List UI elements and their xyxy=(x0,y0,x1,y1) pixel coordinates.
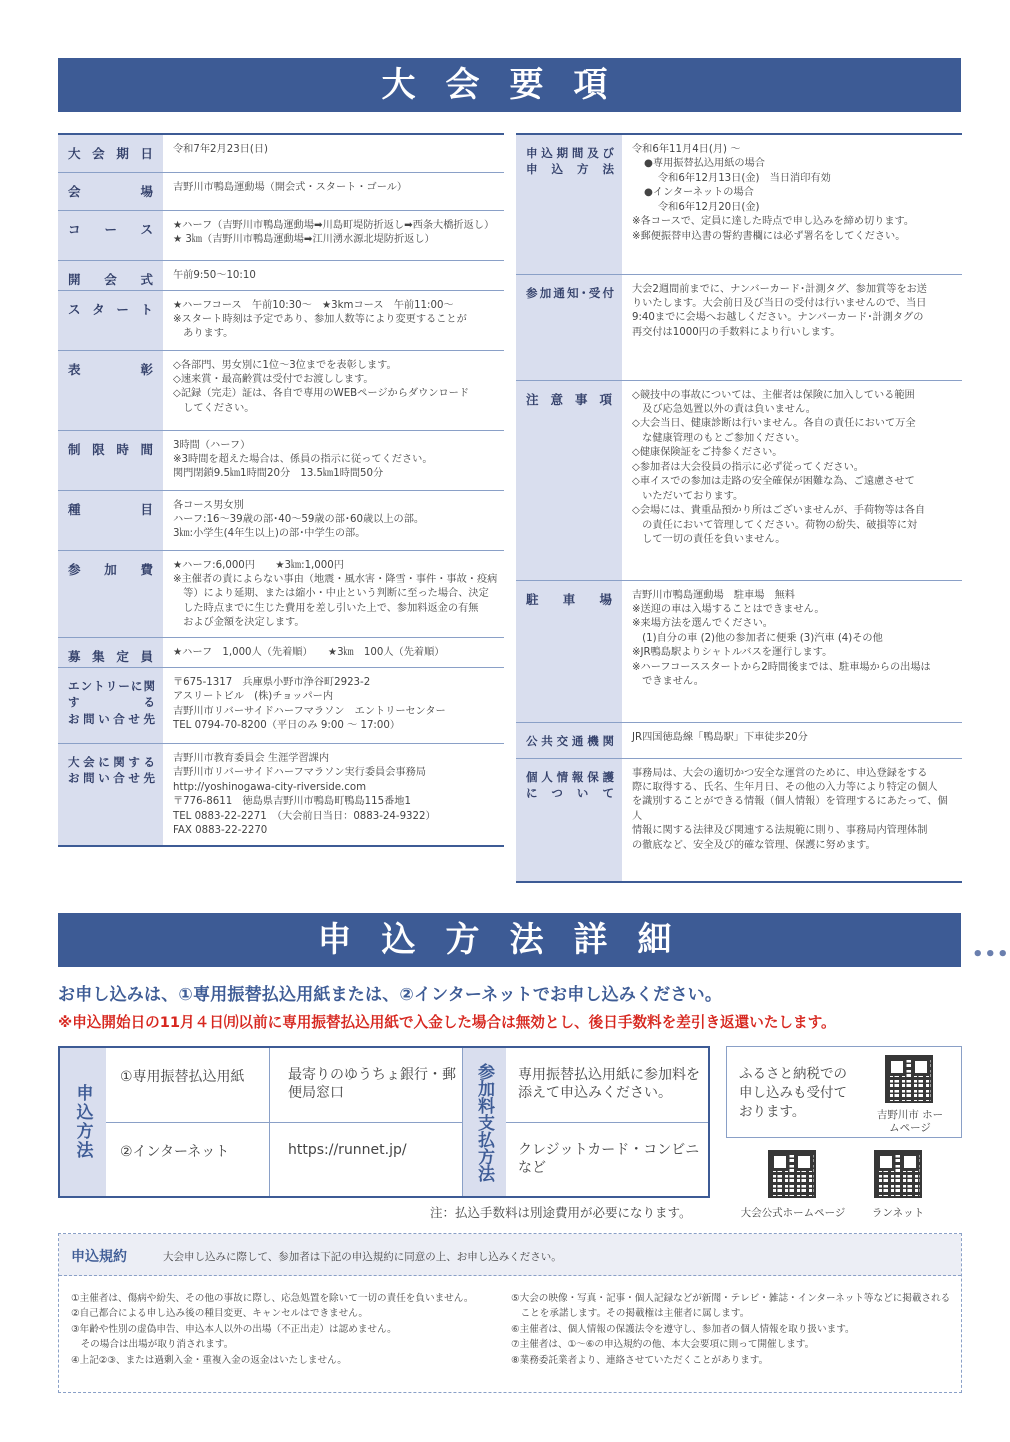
guideline-value xyxy=(163,210,504,260)
method-internet-name: ②インターネット xyxy=(106,1123,270,1197)
guideline-right-label: 個人情報保護 について xyxy=(516,758,622,882)
text-line: ●専用振替払込用紙の場合 xyxy=(644,158,765,170)
guideline-value xyxy=(163,134,504,172)
text-line: ※スタート時刻は予定であり、参加人数等により変更することが xyxy=(173,313,467,325)
qr-caption-official: 大会公式ホームページ xyxy=(740,1207,846,1219)
guideline-row xyxy=(58,490,504,550)
payment-internet: クレジットカード・コンビニなど xyxy=(518,1141,700,1176)
guideline-value xyxy=(163,490,504,550)
guideline-right-value xyxy=(622,380,962,580)
guideline-right-value xyxy=(622,134,962,274)
guideline-row xyxy=(58,172,504,210)
text-line: してください。 xyxy=(173,402,255,414)
guideline-right-label: 注意事項 xyxy=(516,380,622,580)
text-line: ◇速来賞・最高齢賞は受付でお渡しします。 xyxy=(173,373,374,385)
guideline-label: 種目 xyxy=(58,490,163,550)
section-banner-guidelines: 大会要項 xyxy=(58,58,961,112)
text-line: 再交付は1000円の手数料により行いします。 xyxy=(632,326,841,338)
text-line: TEL 0883-22-2271 （大会前日当日：0883-24-9322） xyxy=(173,810,436,822)
text-line: ◇各部門、男女別に1位～3位までを表彰します。 xyxy=(173,359,397,371)
guideline-value xyxy=(163,550,504,637)
guideline-label: 開会式 xyxy=(58,260,163,290)
text-line: FAX 0883-22-2270 xyxy=(173,825,268,837)
text-line: ※ハーフコーススタートから2時間後までは、駐車場からの出場は xyxy=(632,661,931,673)
text-line: 9:40までに会場へお越しください。ナンバーカード･計測タグの xyxy=(632,312,924,324)
text-line: いただいております。 xyxy=(632,490,744,502)
guideline-right-value xyxy=(622,722,962,758)
text-line: 吉野川市鴨島運動場（開会式・スタート・ゴール） xyxy=(173,181,408,193)
guideline-right-row xyxy=(516,274,962,380)
rule-item: ⑦主催者は、①～⑥の申込規約の他、本大会要項に則って開催します。 xyxy=(511,1339,815,1351)
payment-label: 参加料支払方法 xyxy=(462,1048,506,1196)
section-banner-application: 申込方法詳細 xyxy=(58,913,961,967)
rule-item: ⑥主催者は、個人情報の保護法令を遵守し、参加者の個人情報を取り扱います。 xyxy=(511,1323,855,1335)
text-line: りいたします。大会前日及び当日の受付は行いませんので、当日 xyxy=(632,297,927,309)
text-line: 情報に関する法律及び関連する法規範に則り、事務局内管理体制 xyxy=(632,825,928,837)
text-line: できません。 xyxy=(632,676,704,688)
rule-item: ②自己都合による申し込み後の種目変更、キャンセルはできません。 xyxy=(71,1308,368,1320)
text-line: 令和7年2月23日(日) xyxy=(173,144,268,155)
rule-item: ④上記②③、または過剰入金・重複入金の返金はいたしません。 xyxy=(71,1354,347,1366)
text-line: TEL 0794-70-8200（平日のみ 9:00 ～ 17:00） xyxy=(173,720,401,732)
guideline-right-value xyxy=(622,274,962,380)
text-line: 〒675-1317 兵庫県小野市浄谷町2923-2 xyxy=(173,676,371,688)
method-label: 申込方法 xyxy=(60,1048,106,1196)
text-line: 吉野川市リバーサイドハーフマラソン実行委員会事務局 xyxy=(173,767,426,779)
text-line: ※各コースで、定員に達した時点で申し込みを締め切ります。 xyxy=(632,216,915,228)
guideline-row xyxy=(58,430,504,490)
dots-decoration: ••• xyxy=(972,944,1010,965)
text-line: ハーフ:16～39歳の部･40～59歳の部･60歳以上の部。 xyxy=(173,513,425,525)
application-warning: ※申込開始日の11月４日㈪以前に専用振替払込用紙で入金した場合は無効とし、後日手数料を差引き返還いたします。 xyxy=(58,1014,836,1031)
rules-title: 申込規約 xyxy=(71,1249,127,1265)
text-line: あります。 xyxy=(173,328,234,340)
text-line: ※来場方法を選んでください。 xyxy=(632,618,773,630)
text-line: 吉野川市教育委員会 生涯学習課内 xyxy=(173,752,330,764)
guideline-label: 大会に関する お問い合せ先 xyxy=(58,743,163,845)
guideline-row xyxy=(58,667,504,743)
text-line: の徹底など、安全及び的確な管理、保護に努めます。 xyxy=(632,839,876,851)
text-line: ★ハーフ（吉野川市鴨島運動場➡川島町堤防折返し➡西条大橋折返し） xyxy=(173,219,495,231)
rule-item: その場合は出場が取り消されます。 xyxy=(71,1339,234,1351)
guideline-label: スタート xyxy=(58,290,163,350)
guideline-right-label: 駐車場 xyxy=(516,580,622,722)
guideline-right-value xyxy=(622,580,962,722)
text-line: 3㎞:小学生(4年生以上)の部･中学生の部。 xyxy=(173,528,366,540)
guideline-row xyxy=(58,290,504,350)
method-postal-name: ①専用振替払込用紙 xyxy=(106,1048,270,1122)
text-line: 各コース男女別 xyxy=(173,499,244,511)
guideline-value xyxy=(163,350,504,430)
guideline-row xyxy=(58,350,504,430)
guideline-label: 会場 xyxy=(58,172,163,210)
guideline-right-label: 参加通知･受付 xyxy=(516,274,622,380)
guideline-row xyxy=(58,260,504,290)
guideline-value xyxy=(163,667,504,743)
text-line: 大会2週間前までに、ナンバーカード･計測タグ、参加賞等をお送 xyxy=(632,283,927,295)
guideline-value xyxy=(163,172,504,210)
guideline-right-value xyxy=(622,758,962,882)
guideline-right-row xyxy=(516,758,962,882)
guideline-label: 制限時間 xyxy=(58,430,163,490)
text-line: ◇車イスでの参加は走路の安全確保が困難な為、ご遠慮させて xyxy=(632,476,915,488)
guideline-row xyxy=(58,210,504,260)
text-line: 吉野川市鴨島運動場 駐車場 無料 xyxy=(632,589,795,601)
text-line: ◇会場には、貴重品預かり所はございませんが、手荷物等は各自 xyxy=(632,505,926,517)
rules-right-column xyxy=(511,1292,951,1369)
text-line: を識別することができる情報（個人情報）を管理するにあたって、個人 xyxy=(632,796,948,822)
text-line: ※3時間を超えた場合は、係員の指示に従ってください。 xyxy=(173,453,433,465)
text-line: 令和6年11月4日(月) ～ xyxy=(632,144,741,155)
guideline-label: 参加費 xyxy=(58,550,163,637)
guideline-label: コース xyxy=(58,210,163,260)
rule-item: ⑤大会の映像・写真・記事・個人記録などが新聞・テレビ・雑誌・インターネット等などに掲載される xyxy=(511,1293,951,1304)
text-line: 3時間（ハーフ） xyxy=(173,439,251,451)
guideline-value xyxy=(163,743,504,845)
guideline-right-row xyxy=(516,580,962,722)
text-line: 吉野川市リバーサイドハーフマラソン エントリーセンター xyxy=(173,705,446,717)
rule-item: ③年齢や性別の虚偽申告、申込本人以外の出場（不正出走）は認めません。 xyxy=(71,1323,397,1335)
text-line: ★ 3㎞（吉野川市鴨島運動場➡江川湧水源北堤防折返し） xyxy=(173,233,435,245)
method-postal-where: 最寄りのゆうちょ銀行・郵便局窓口 xyxy=(288,1067,456,1102)
text-line: 等）により延期、または縮小・中止という判断に至った場合、決定 xyxy=(173,588,489,600)
text-line: 〒776-8611 徳島県吉野川市鴨島町鴨島115番地1 xyxy=(173,796,411,808)
guideline-right-label: 申込期間及び 申込方法 xyxy=(516,134,622,274)
qr-code-icon[interactable] xyxy=(874,1150,922,1198)
fee-note: 注：払込手数料は別途費用が必要になります。 xyxy=(430,1205,692,1220)
text-line: 午前9:50～10:10 xyxy=(173,269,256,281)
furusato-box xyxy=(726,1046,962,1138)
text-line: ●インターネットの場合 xyxy=(644,187,754,199)
method-row-internet xyxy=(106,1123,462,1197)
guideline-value xyxy=(163,290,504,350)
application-method-box xyxy=(58,1046,710,1198)
text-line: 関門閉鎖9.5㎞1時間20分 13.5㎞1時間50分 xyxy=(173,468,384,480)
text-line: ◇競技中の事故については、主催者は保険に加入している範囲 xyxy=(632,389,915,401)
text-line: 及び応急処置以外の責は負いません。 xyxy=(632,403,816,415)
text-line: ★ハーフ 1,000人（先着順） ★3㎞ 100人（先着順） xyxy=(173,646,445,658)
text-line: JR四国徳島線「鴨島駅」下車徒歩20分 xyxy=(632,731,808,743)
text-line: ★ハーフ:6,000円 ★3㎞:1,000円 xyxy=(173,559,344,571)
guideline-row xyxy=(58,134,504,172)
rules-subtitle: 大会申し込みに際して、参加者は下記の申込規約に同意の上、お申し込みください。 xyxy=(163,1251,562,1263)
text-line: な健康管理のもとご参加ください。 xyxy=(632,432,806,444)
text-line: して一切の責任を負いません。 xyxy=(632,534,786,546)
rules-left-column xyxy=(71,1292,511,1369)
text-line: 事務局は、大会の適切かつ安全な運営のために、申込登録をする xyxy=(632,767,928,779)
rule-item: ⑧業務委託業者より、連絡させていただくことがあります。 xyxy=(511,1354,769,1366)
text-line: した時点までに生じた費用を差し引いた上で、参加料返金の有無 xyxy=(173,602,479,614)
text-line: および金額を決定します。 xyxy=(173,617,305,629)
guideline-right-label: 公共交通機関 xyxy=(516,722,622,758)
text-line: アスリートビル (株)チョッパー内 xyxy=(173,691,334,703)
guideline-label: 大会期日 xyxy=(58,134,163,172)
guideline-row xyxy=(58,550,504,637)
text-line: ◇記録（完走）証は、各自で専用のWEBページからダウンロード xyxy=(173,388,470,400)
application-intro: お申し込みは、①専用振替払込用紙または、②インターネットでお申し込みください。 xyxy=(58,985,723,1005)
guideline-row xyxy=(58,637,504,667)
guideline-label: 募集定員 xyxy=(58,637,163,667)
method-row-postal xyxy=(106,1048,462,1123)
text-line: ※JR鴨島駅よりシャトルバスを運行します。 xyxy=(632,647,833,659)
qr-caption-city: 吉野川市 ホームページ xyxy=(876,1109,944,1134)
text-line: (1)自分の車 (2)他の参加者に便乗 (3)汽車 (4)その他 xyxy=(632,632,883,644)
text-line: ※送迎の車は入場することはできません。 xyxy=(632,603,825,615)
guideline-right-row xyxy=(516,722,962,758)
rule-item: ことを承諾します。その掲載権は主催者に属します。 xyxy=(511,1308,750,1320)
guideline-right-row xyxy=(516,380,962,580)
guideline-label: 表彰 xyxy=(58,350,163,430)
application-rules xyxy=(58,1233,962,1393)
guidelines-left-table xyxy=(58,133,504,847)
text-line: ◇参加者は大会役員の指示に必ず従ってください。 xyxy=(632,461,864,473)
guideline-value xyxy=(163,260,504,290)
text-line: ※郵便振替申込書の誓約書欄には必ず署名をしてください。 xyxy=(632,230,906,242)
rule-item: ①主催者は、傷病や紛失、その他の事故に際し、応急処置を除いて一切の責任を負いません。 xyxy=(71,1293,474,1304)
qr-code-icon[interactable] xyxy=(768,1150,816,1198)
text-line: ★ハーフコース 午前10:30～ ★3kmコース 午前11:00～ xyxy=(173,299,454,311)
text-line: 際に取得する、氏名、生年月日、その他の入力等により特定の個人 xyxy=(632,781,938,793)
guideline-row xyxy=(58,743,504,845)
qr-code-icon[interactable] xyxy=(885,1055,933,1103)
guideline-label: エントリーに関する お問い合せ先 xyxy=(58,667,163,743)
text-line: の責任において管理してください。荷物の紛失、破損等に対 xyxy=(632,519,918,531)
method-internet-url[interactable]: https://runnet.jp/ xyxy=(288,1141,407,1158)
text-line: ◇健康保険証をご持参ください。 xyxy=(632,447,783,459)
text-line: 令和6年12月20日(金) xyxy=(658,201,760,213)
guideline-value xyxy=(163,430,504,490)
payment-postal: 専用振替払込用紙に参加料を添えて申込みください。 xyxy=(506,1048,708,1123)
guideline-value xyxy=(163,637,504,667)
text-line: ※主催者の責によらない事由（地震・風水害・降雪・事件・事故・疫病 xyxy=(173,573,498,585)
text-line: 令和6年12月13日(金) 当日消印有効 xyxy=(658,172,831,184)
qr-caption-runnet: ランネット xyxy=(871,1207,925,1219)
guideline-right-row xyxy=(516,134,962,274)
guidelines-right-table xyxy=(516,133,962,883)
text-line: ◇大会当日、健康診断は行いません。各自の責任において万全 xyxy=(632,418,916,430)
text-line: http://yoshinogawa-city-riverside.com xyxy=(173,781,367,793)
furusato-text: ふるさと納税での申し込みも受付ております。 xyxy=(739,1066,847,1120)
